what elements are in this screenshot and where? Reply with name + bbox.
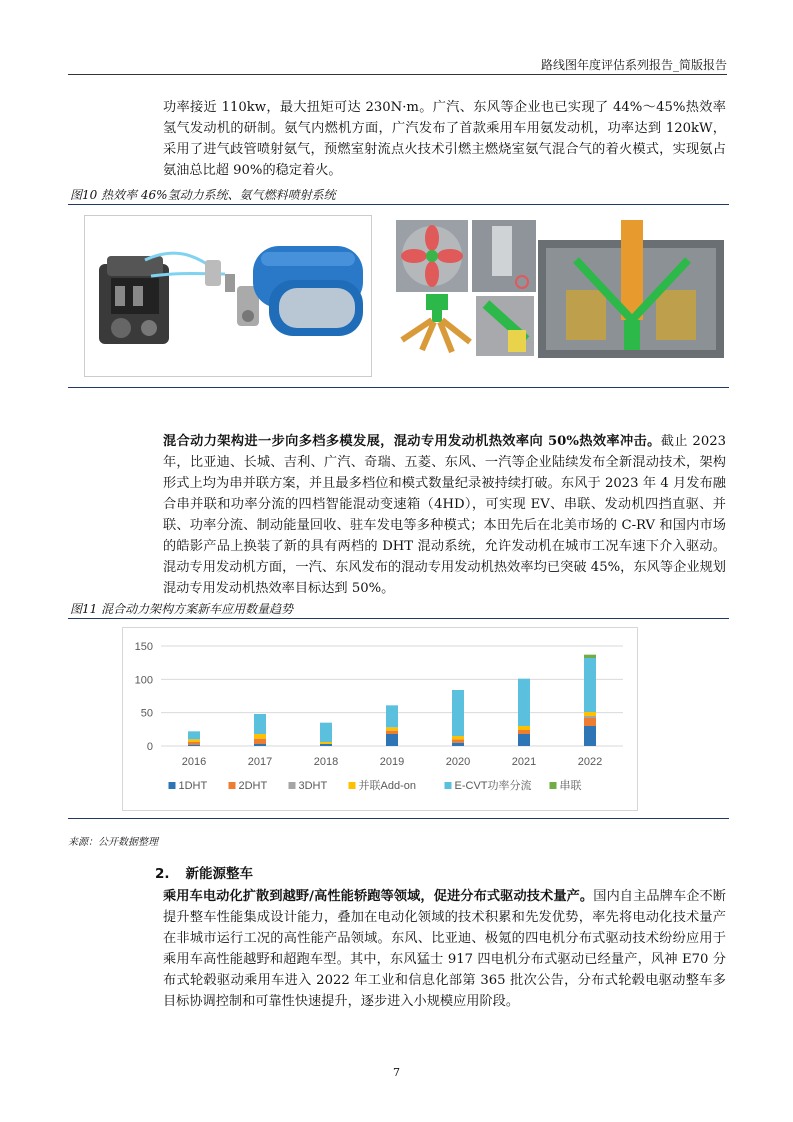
bar-segment (188, 731, 200, 739)
bar-segment (254, 739, 266, 744)
bar-segment (452, 739, 464, 742)
paragraph-hybrid-architecture (163, 431, 726, 599)
bar-segment (386, 734, 398, 746)
bar-segment (320, 742, 332, 744)
section-title: 新能源整车 (185, 866, 254, 882)
paragraph-hybrid-body: 截止 2023 年，比亚迪、长城、吉利、广汽、奇瑞、五菱、东风、一汽等企业陆续发布全新混动技术，架构形式上均为串并联方案，并且最多档位和模式数量纪录被持续打破。东风于 2023 年 4 月发布融合串并联和功率分流的四档智能混动变速箱（4HD），可实现 EV、串联、发动机四挡直驱、并联、功率分流、制动能量回收、驻车发电等多种模式；本田先后在北美市场的 C-RV 和国内市场的皓影产品上换装了新的具有两档的 DHT 混动系统，允许发动机在城市工况车速下介入驱动。混动专用发动机方面，一汽、东风发布的混动专用发动机热效率均已突破 45%，东风等企业规划混动专用发动机热效率目标达到 50%。 (163, 434, 726, 596)
ammonia-injection-image (396, 220, 726, 360)
bar-segment (584, 718, 596, 726)
hydrogen-tank-illustration (253, 246, 363, 336)
x-tick-label: 2018 (313, 756, 339, 768)
bar-segment (386, 731, 398, 734)
hydrogen-powertrain-image (84, 215, 372, 377)
paragraph-hydrogen-engine: 功率接近 110kw，最大扭矩可达 230N·m。广汽、东风等企业也已实现了 44%～45%热效率氢气发动机的研制。氨气内燃机方面，广汽发布了首款乘用车用氨发动机，功率达到 120kW，采用了进气歧管喷射氨气，预燃室射流点火技术引燃主燃烧室氨气混合气的着火模式，实现氨占氨油总比超 90%的稳定着火。 (163, 100, 726, 178)
x-tick-label: 2021 (511, 756, 537, 768)
bar-segment (584, 658, 596, 712)
figure-10-caption: 图10 热效率 46%氢动力系统、氨气燃料喷射系统 (70, 188, 336, 202)
x-tick-label: 2019 (379, 756, 405, 768)
hybrid-stacked-bar-chart (123, 628, 637, 810)
injector-jets (402, 294, 470, 352)
y-tick-label: 50 (140, 707, 153, 720)
legend-label: 1DHT (178, 780, 208, 792)
x-tick-label: 2017 (247, 756, 273, 768)
bar-segment (584, 655, 596, 658)
legend-label: 3DHT (298, 780, 328, 792)
bar-segment (254, 734, 266, 739)
paragraph-passenger-ev (163, 886, 726, 1012)
page-number: 7 (393, 1066, 400, 1079)
figure-11-caption-bar (68, 600, 729, 619)
x-tick-label: 2016 (181, 756, 207, 768)
header-title: 路线图年度评估系列报告_简版报告 (540, 58, 727, 72)
bar-segment (452, 743, 464, 746)
paragraph-ev-body: 国内自主品牌车企不断提升整车性能集成设计能力，叠加在电动化领域的技术积累和先发优势，率先将电动化技术量产在非城市运行工况的高性能产品领域。东风、比亚迪、极氪的四电机分布式驱动技术纷纷应用于乘用车高性能越野和超跑车型。其中，东风猛士 917 四电机分布式驱动已经量产，风神 E70 分布式轮毂驱动乘用车进入 2022 年工业和信息化部第 365 批次公告，分布式轮毂电驱动整车多目标协调控制和可靠性快速提升，逐步进入小规模应用阶段。 (163, 889, 726, 1009)
figure-11-caption: 图11 混合动力架构方案新车应用数量趋势 (70, 602, 294, 616)
figure-10-caption-bar (68, 186, 729, 205)
legend-swatch (229, 782, 236, 789)
bar-segment (518, 726, 530, 730)
y-tick-label: 0 (146, 741, 153, 753)
legend-label: E-CVT功率分流 (454, 780, 532, 792)
bar-segment (386, 727, 398, 730)
figure-11-bottom-rule (68, 818, 729, 819)
legend-swatch (169, 782, 176, 789)
legend-swatch (349, 782, 356, 789)
bar-segment (452, 736, 464, 739)
paragraph-ev-lead: 乘用车电动化扩散到越野/高性能轿跑等领域，促进分布式驱动技术量产。 (163, 889, 594, 904)
y-tick-label: 150 (134, 641, 153, 653)
hybrid-chart-card (122, 627, 638, 811)
section-number: 2. (155, 866, 170, 882)
bar-segment (518, 730, 530, 734)
legend-swatch (445, 782, 452, 789)
legend-label: 2DHT (238, 780, 268, 792)
x-tick-label: 2022 (577, 756, 603, 768)
bar-segment (188, 739, 200, 742)
bar-segment (584, 716, 596, 718)
bar-segment (584, 712, 596, 716)
paragraph-hybrid-lead: 混合动力架构进一步向多档多模发展，混动专用发动机热效率向 50%热效率冲击。 (163, 434, 661, 449)
valve-illustration (205, 260, 259, 326)
source-note: 来源：公开数据整理 (68, 837, 158, 848)
bar-segment (518, 734, 530, 746)
bar-segment (386, 705, 398, 727)
bar-segment (188, 745, 200, 746)
legend-label: 串联 (559, 780, 582, 792)
bar-segment (320, 744, 332, 746)
section-heading (155, 862, 253, 882)
page-header (68, 52, 727, 75)
figure-10-bottom-rule (68, 387, 729, 388)
y-tick-label: 100 (134, 674, 153, 687)
legend-swatch (550, 782, 557, 789)
bar-segment (452, 690, 464, 736)
bar-segment (188, 742, 200, 745)
bar-segment (320, 723, 332, 742)
x-tick-label: 2020 (445, 756, 471, 768)
bar-segment (518, 679, 530, 726)
legend-swatch (289, 782, 296, 789)
bar-segment (584, 726, 596, 746)
legend-label: 并联Add-on (358, 780, 416, 792)
bar-segment (254, 744, 266, 746)
bar-segment (254, 714, 266, 734)
